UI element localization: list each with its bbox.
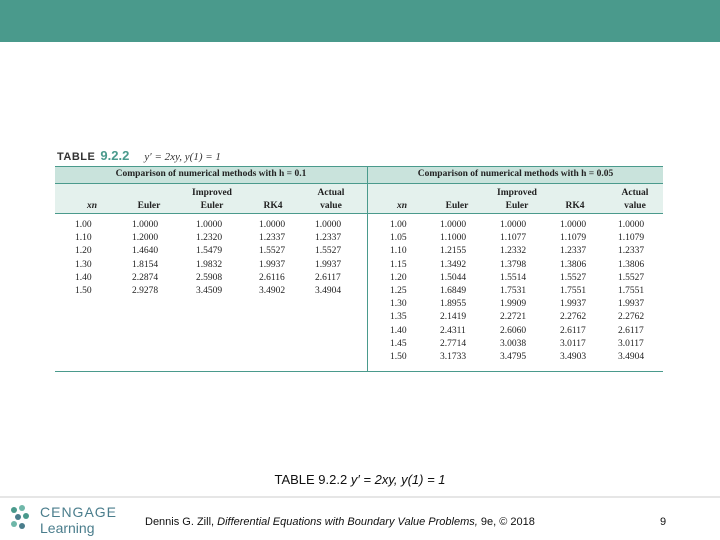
table-cell: 1.0000 [315, 220, 342, 230]
table-number: 9.2.2 [100, 148, 130, 163]
table-cell: 1.5044 [440, 272, 467, 283]
table-cell: 1.2000 [132, 233, 159, 244]
table-top-rule [55, 166, 663, 167]
table-cell: 1.5527 [560, 272, 587, 283]
table-cell: 1.5527 [259, 246, 286, 257]
table-cell: 2.5908 [196, 272, 223, 283]
table-cell: 1.20 [75, 246, 92, 257]
table-cell: 1.30 [390, 299, 407, 310]
caption-equation: y′ = 2xy, y(1) = 1 [350, 472, 446, 487]
table-bottom-rule [55, 371, 663, 372]
table-cell: 1.5527 [618, 272, 645, 283]
table-cell: 1.3492 [440, 259, 467, 270]
table-cell: 1.1077 [500, 233, 527, 244]
table-cell: 2.6117 [560, 325, 586, 336]
table-cell: 1.50 [390, 352, 407, 363]
table-cell: 1.9937 [560, 299, 587, 310]
table-equation: y′ = 2xy, y(1) = 1 [144, 151, 221, 163]
table-label: TABLE [57, 151, 96, 163]
table-cell: 1.9909 [500, 299, 527, 310]
footer-citation [145, 516, 535, 528]
table-cell: 1.7551 [560, 286, 587, 297]
col-xn-right [390, 219, 407, 364]
footer-author: Dennis G. Zill, [145, 516, 215, 528]
header-improved-left-top: Improved [192, 188, 232, 198]
table-cell: 1.5479 [196, 246, 223, 257]
table-cell: 3.0038 [500, 338, 527, 349]
table-cell: 1.2320 [196, 233, 223, 244]
table-cell: 1.3806 [560, 259, 587, 270]
table-cell: 1.0000 [196, 220, 223, 230]
header-improved-right-top: Improved [497, 188, 537, 198]
caption-prefix: TABLE 9.2.2 [274, 472, 348, 487]
table-cell: 1.50 [75, 286, 92, 297]
table-cell: 3.1733 [440, 352, 467, 363]
cengage-logo-mark-icon [8, 502, 36, 534]
col-euler-left [132, 219, 158, 298]
table-cell: 1.05 [390, 233, 407, 244]
table-cell: 1.15 [390, 259, 407, 270]
table-cell: 2.4311 [440, 325, 466, 336]
col-actual-left [315, 219, 341, 298]
header-rk4-left: RK4 [263, 201, 283, 211]
table-cell: 1.0000 [132, 220, 159, 230]
header-xn-right: xn [396, 201, 408, 211]
header-actual-right-top: Actual [621, 188, 649, 198]
table-cell: 1.00 [75, 220, 92, 230]
table-cell: 1.1079 [618, 233, 645, 244]
header-rk4-right: RK4 [565, 201, 585, 211]
header-improved-right-bottom: Euler [505, 201, 529, 211]
group-title-h005: Comparison of numerical methods with h = 0.05 [417, 169, 614, 179]
col-rk4-left [259, 219, 285, 298]
table-cell: 2.9278 [132, 286, 159, 297]
table-cell: 2.6060 [500, 325, 527, 336]
col-rk4-right [560, 219, 586, 364]
table-cell: 1.5527 [315, 246, 342, 257]
table-cell: 1.20 [390, 272, 407, 283]
table-cell: 3.0117 [618, 338, 644, 349]
table-cell: 3.4902 [259, 286, 286, 297]
table-cell: 2.6117 [618, 325, 644, 336]
table-cell: 2.2721 [500, 312, 527, 323]
table-cell: 1.2155 [440, 246, 467, 257]
table-cell: 3.4904 [618, 352, 645, 363]
table-cell: 1.10 [75, 233, 92, 244]
table-cell: 1.3798 [500, 259, 527, 270]
col-xn-left [75, 219, 92, 298]
table-cell: 1.0000 [440, 220, 467, 230]
table-cell: 2.1419 [440, 312, 467, 323]
cengage-logo [8, 502, 128, 538]
table-cell: 2.6116 [259, 272, 285, 283]
group-divider [367, 166, 368, 372]
table-cell: 1.0000 [560, 220, 587, 230]
header-xn-left: xn [86, 201, 98, 211]
col-improved-left [196, 219, 222, 298]
comparison-table [55, 166, 663, 372]
header-euler-right: Euler [445, 201, 469, 211]
table-cell: 2.7714 [440, 338, 467, 349]
footer-divider [0, 496, 720, 498]
table-cell: 1.2337 [618, 246, 645, 257]
header-actual-left-bottom: value [320, 201, 342, 211]
table-cell: 2.2762 [560, 312, 587, 323]
table-cell: 2.2762 [618, 312, 645, 323]
table-cell: 1.9937 [315, 259, 342, 270]
col-improved-right [500, 219, 526, 364]
table-cell: 2.2874 [132, 272, 159, 283]
table-cell: 1.35 [390, 312, 407, 323]
table-cell: 1.9937 [618, 299, 645, 310]
table-cell: 1.8955 [440, 299, 467, 310]
column-header-rule [55, 213, 663, 214]
col-actual-right [618, 219, 644, 364]
table-cell: 1.10 [390, 246, 407, 257]
table-cell: 1.45 [390, 338, 407, 349]
table-cell: 1.6849 [440, 286, 467, 297]
table-cell: 1.9937 [259, 259, 286, 270]
table-cell: 1.1000 [440, 233, 467, 244]
table-cell: 1.2337 [259, 233, 286, 244]
table-cell: 1.00 [390, 220, 407, 230]
table-cell: 1.2332 [500, 246, 527, 257]
table-cell: 1.30 [75, 259, 92, 270]
table-cell: 1.7551 [618, 286, 645, 297]
table-cell: 2.6117 [315, 272, 341, 283]
table-cell: 1.25 [390, 286, 407, 297]
table-cell: 3.4509 [196, 286, 223, 297]
table-cell: 1.7531 [500, 286, 527, 297]
page-number: 9 [660, 516, 667, 528]
table-cell: 1.0000 [500, 220, 527, 230]
table-cell: 1.40 [75, 272, 92, 283]
group-header-rule [55, 183, 663, 184]
slide-caption [0, 472, 720, 487]
table-cell: 3.4903 [560, 352, 587, 363]
footer-edition: 9e, © 2018 [480, 516, 535, 528]
table-cell: 1.0000 [259, 220, 286, 230]
table-cell: 3.4904 [315, 286, 342, 297]
logo-text-learning: Learning [40, 520, 95, 536]
table-cell: 1.4640 [132, 246, 159, 257]
header-improved-left-bottom: Euler [200, 201, 224, 211]
table-cell: 1.2337 [315, 233, 342, 244]
header-euler-left: Euler [137, 201, 161, 211]
header-actual-left-top: Actual [317, 188, 345, 198]
table-title [57, 148, 221, 163]
table-cell: 1.9832 [196, 259, 223, 270]
header-actual-right-bottom: value [624, 201, 646, 211]
logo-text-cengage: CENGAGE [40, 504, 118, 520]
table-cell: 3.4795 [500, 352, 527, 363]
table-cell: 1.0000 [618, 220, 645, 230]
group-title-h01: Comparison of numerical methods with h = 0.1 [115, 169, 307, 179]
footer-book-title: Differential Equations with Boundary Value Problems, [217, 516, 478, 528]
table-cell: 1.5514 [500, 272, 527, 283]
table-cell: 1.8154 [132, 259, 159, 270]
table-cell: 1.1079 [560, 233, 587, 244]
top-banner [0, 0, 720, 42]
col-euler-right [440, 219, 466, 364]
table-cell: 1.2337 [560, 246, 587, 257]
table-cell: 1.3806 [618, 259, 645, 270]
table-cell: 1.40 [390, 325, 407, 336]
table-cell: 3.0117 [560, 338, 586, 349]
